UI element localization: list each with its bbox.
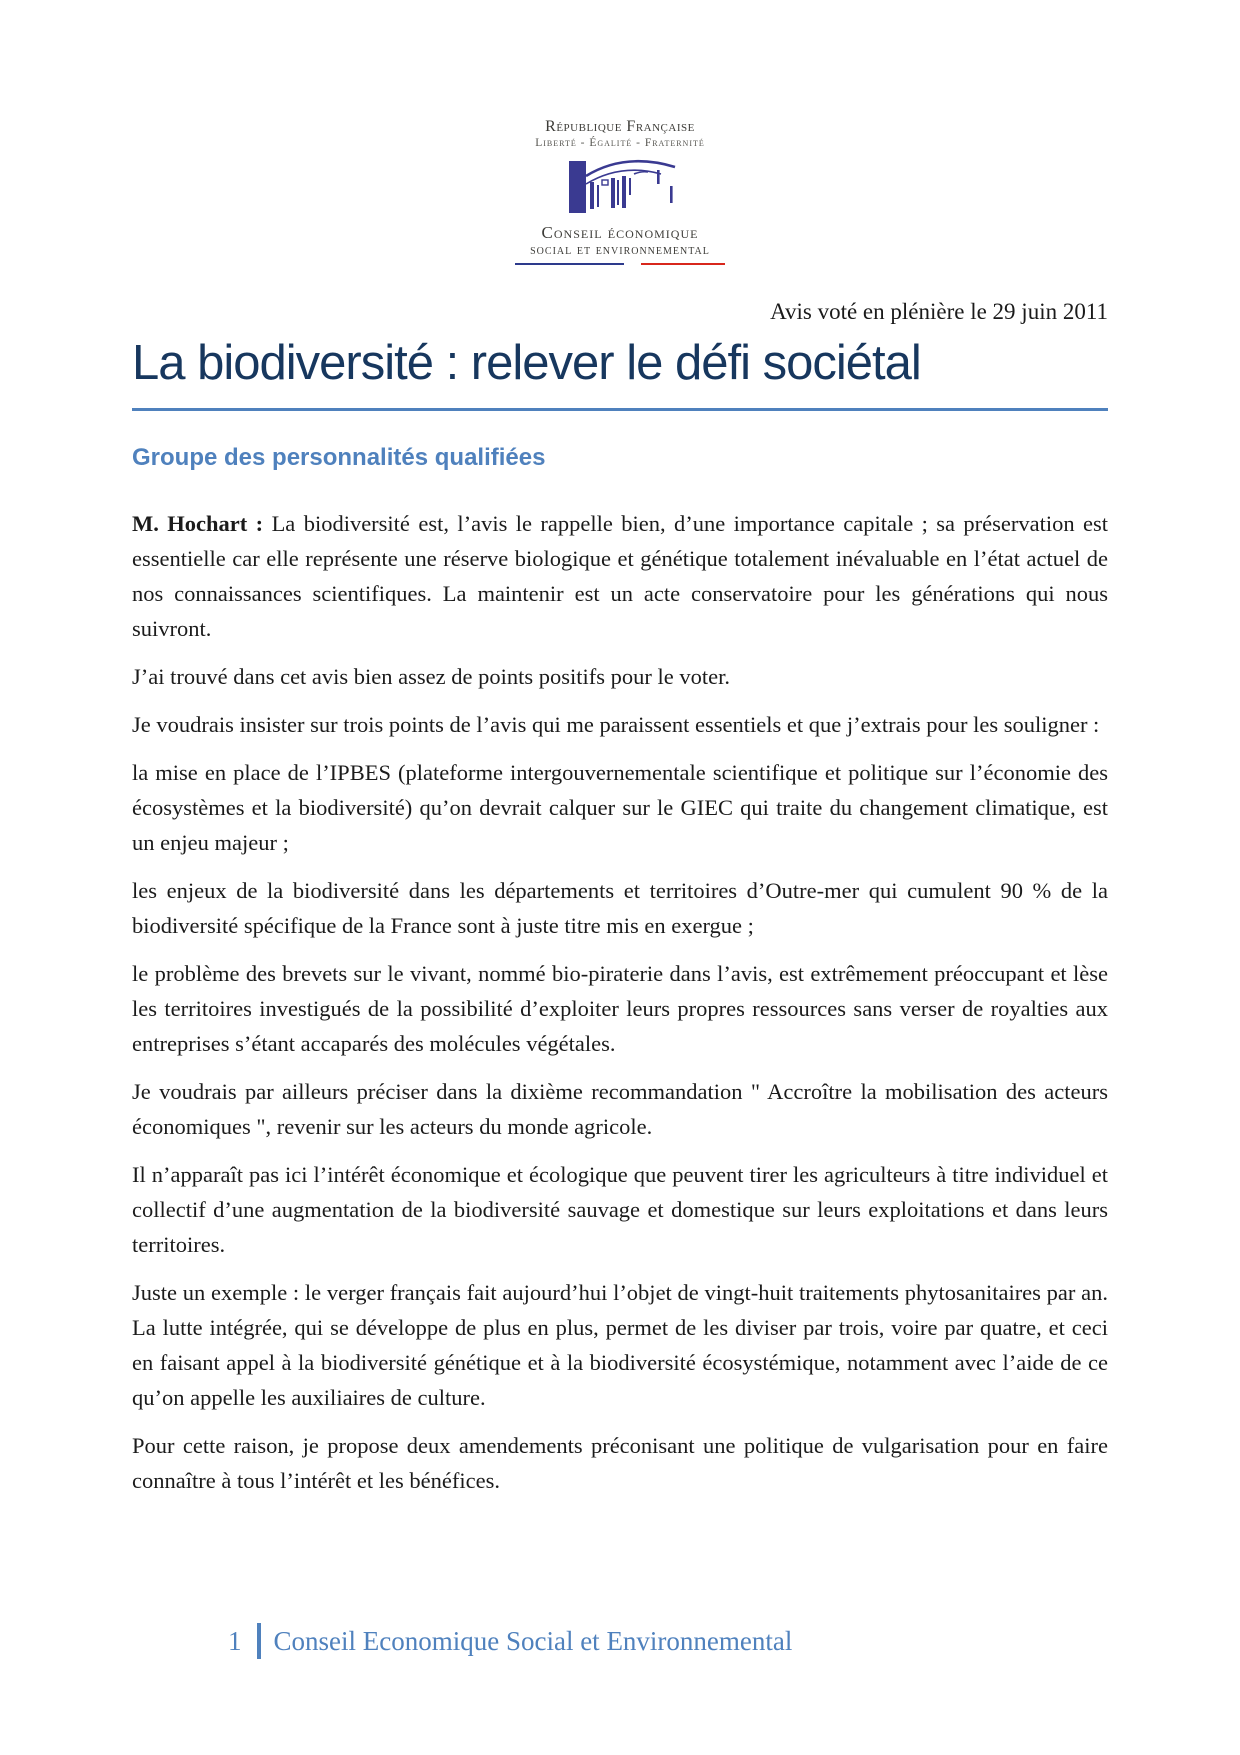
paragraph: Pour cette raison, je propose deux amendements préconisant une politique de vulgarisation pour en faire connaître à tous l’intérêt et les bénéfices. [132, 1433, 1108, 1494]
speaker-name-label: M. Hochart : [132, 511, 264, 537]
page-number: 1 [228, 1625, 242, 1656]
paragraph: Je voudrais insister sur trois points de l’avis qui me paraissent essentiels et que j’extrais pour les souligner : [132, 712, 1100, 738]
vote-date-line: Avis voté en plénière le 29 juin 2011 [770, 299, 1108, 325]
paragraph: les enjeux de la biodiversité dans les départements et territoires d’Outre-mer qui cumulent 90 % de la biodiversité spécifique de la France sont à juste titre mis en exergue ; [132, 878, 1108, 939]
paragraph-speaker [132, 506, 1108, 646]
page-footer [228, 1623, 792, 1659]
body-text [132, 506, 1108, 1498]
logo-republic-text: République Française [545, 118, 695, 135]
page-content [0, 299, 1240, 1498]
paragraph: Je voudrais par ailleurs préciser dans la dixième recommandation " Accroître la mobilisation des acteurs économiques ", revenir sur les acteurs du monde agricole. [132, 1079, 1108, 1140]
paragraph: la mise en place de l’IPBES (plateforme intergouvernementale scientifique et politique sur l’économie des écosystèmes et la biodiversité) qu’on devrait calquer sur le GIEC qui traite du changement climatique, est un enjeu majeur ; [132, 760, 1108, 856]
paragraph: J’ai trouvé dans cet avis bien assez de points positifs pour le voter. [132, 664, 730, 690]
logo-org-line2: social et environnemental [530, 242, 710, 259]
section-subtitle: Groupe des personnalités qualifiées [132, 444, 546, 472]
page-title: La biodiversité : relever le défi sociétal [132, 336, 921, 391]
palais-iena-building-icon [553, 155, 687, 221]
logo-org-line1: Conseil économique [541, 222, 699, 242]
logo-motto-text: Liberté - Égalité - Fraternité [535, 137, 705, 150]
logo-underline-red [641, 263, 725, 266]
paragraph: Il n’apparaît pas ici l’intérêt économique et écologique que peuvent tirer les agriculteurs à titre individuel et collectif d’une augmentation de la biodiversité sauvage et domestique sur leurs exploitations et dans leurs territoires. [132, 1162, 1108, 1258]
paragraph: Juste un exemple : le verger français fait aujourd’hui l’objet de vingt-huit traitements phytosanitaires par an. La lutte intégrée, qui se développe de plus en plus, permet de les diviser par trois, voire par quatre, et ceci en faisant appel à la biodiversité génétique et à la biodiversité écosystémique, notamment avec l’aide de ce qu’on appelle les auxiliaires de culture. [132, 1280, 1108, 1411]
footer-separator-bar [257, 1623, 261, 1659]
footer-org-text: Conseil Economique Social et Environnemental [273, 1625, 793, 1656]
logo-tricolor-underline [515, 263, 725, 266]
speaker-paragraph-text: La biodiversité est, l’avis le rappelle bien, d’une importance capitale ; sa préservation est essentielle car elle représente une réserve biologique et génétique totalement inévaluable en l’état actuel de nos connaissances scientifiques. La maintenir est un acte conservatoire pour les générations qui nous suivront. [132, 511, 1109, 642]
cese-logo [0, 0, 1240, 265]
title-underline-rule [132, 408, 1108, 411]
logo-underline-blue [515, 263, 624, 266]
paragraph: le problème des brevets sur le vivant, nommé bio-piraterie dans l’avis, est extrêmement préoccupant et lèse les territoires investigués de la possibilité d’exploiter leurs propres ressources sans verser de royalties aux entreprises s’étant accaparés des molécules végétales. [132, 961, 1108, 1057]
